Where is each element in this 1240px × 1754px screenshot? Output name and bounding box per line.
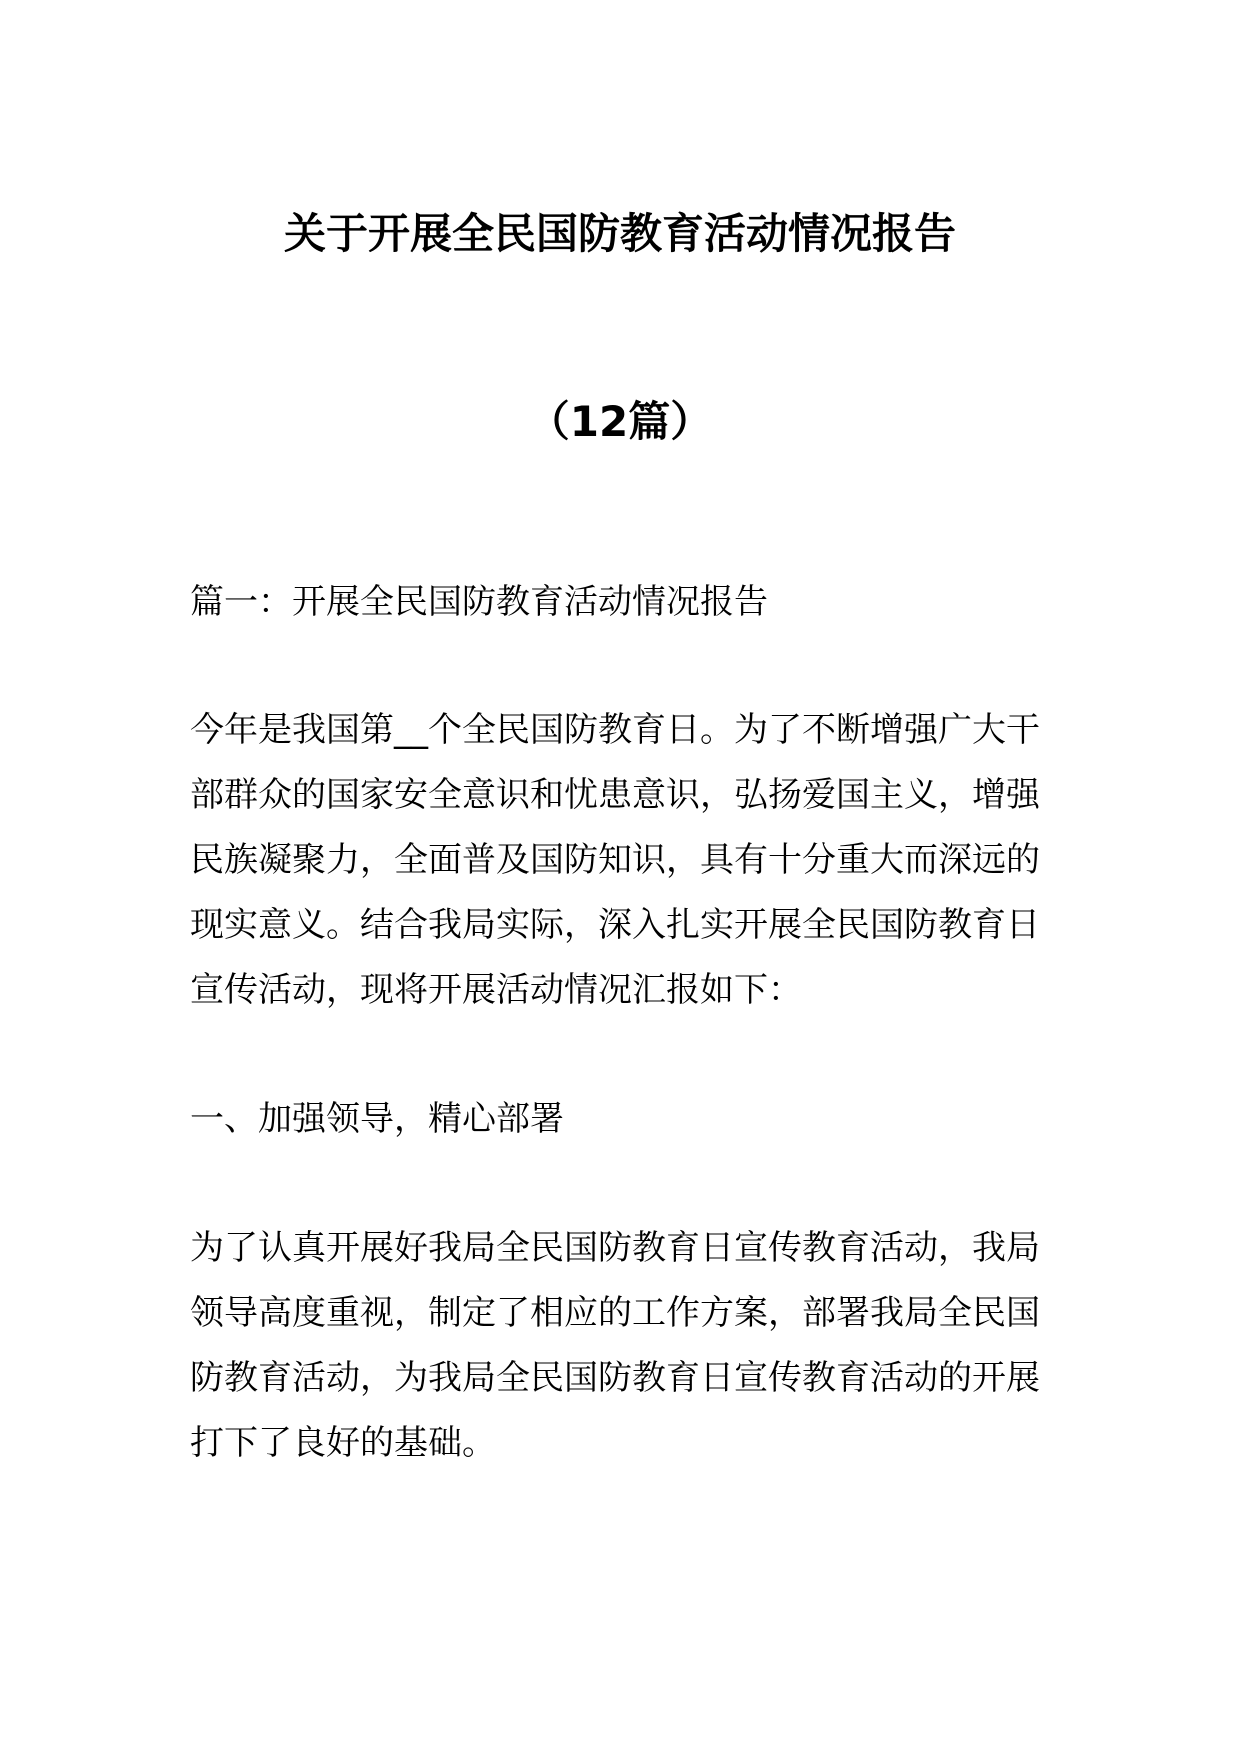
document-title: 关于开展全民国防教育活动情况报告 [283,209,956,258]
intro-paragraph: 今年是我国第__个全民国防教育日。为了不断增强广大干部群众的国家安全意识和忧患意识，弘扬爱国主义，增强民族凝聚力，全面普及国防知识，具有十分重大而深远的现实意义。结合我局实际，深入扎实开展全民国防教育日宣传活动，现将开展活动情况汇报如下： [190,710,1040,1010]
document-subtitle-count: （12篇） [527,397,713,446]
section-1-paragraph: 为了认真开展好我局全民国防教育日宣传教育活动，我局领导高度重视，制定了相应的工作方案，部署我局全民国防教育活动，为我局全民国防教育日宣传教育活动的开展打下了良好的基础。 [190,1228,1040,1463]
article-heading: 篇一：开展全民国防教育活动情况报告 [190,582,768,622]
section-heading-1: 一、加强领导，精心部署 [190,1099,564,1139]
